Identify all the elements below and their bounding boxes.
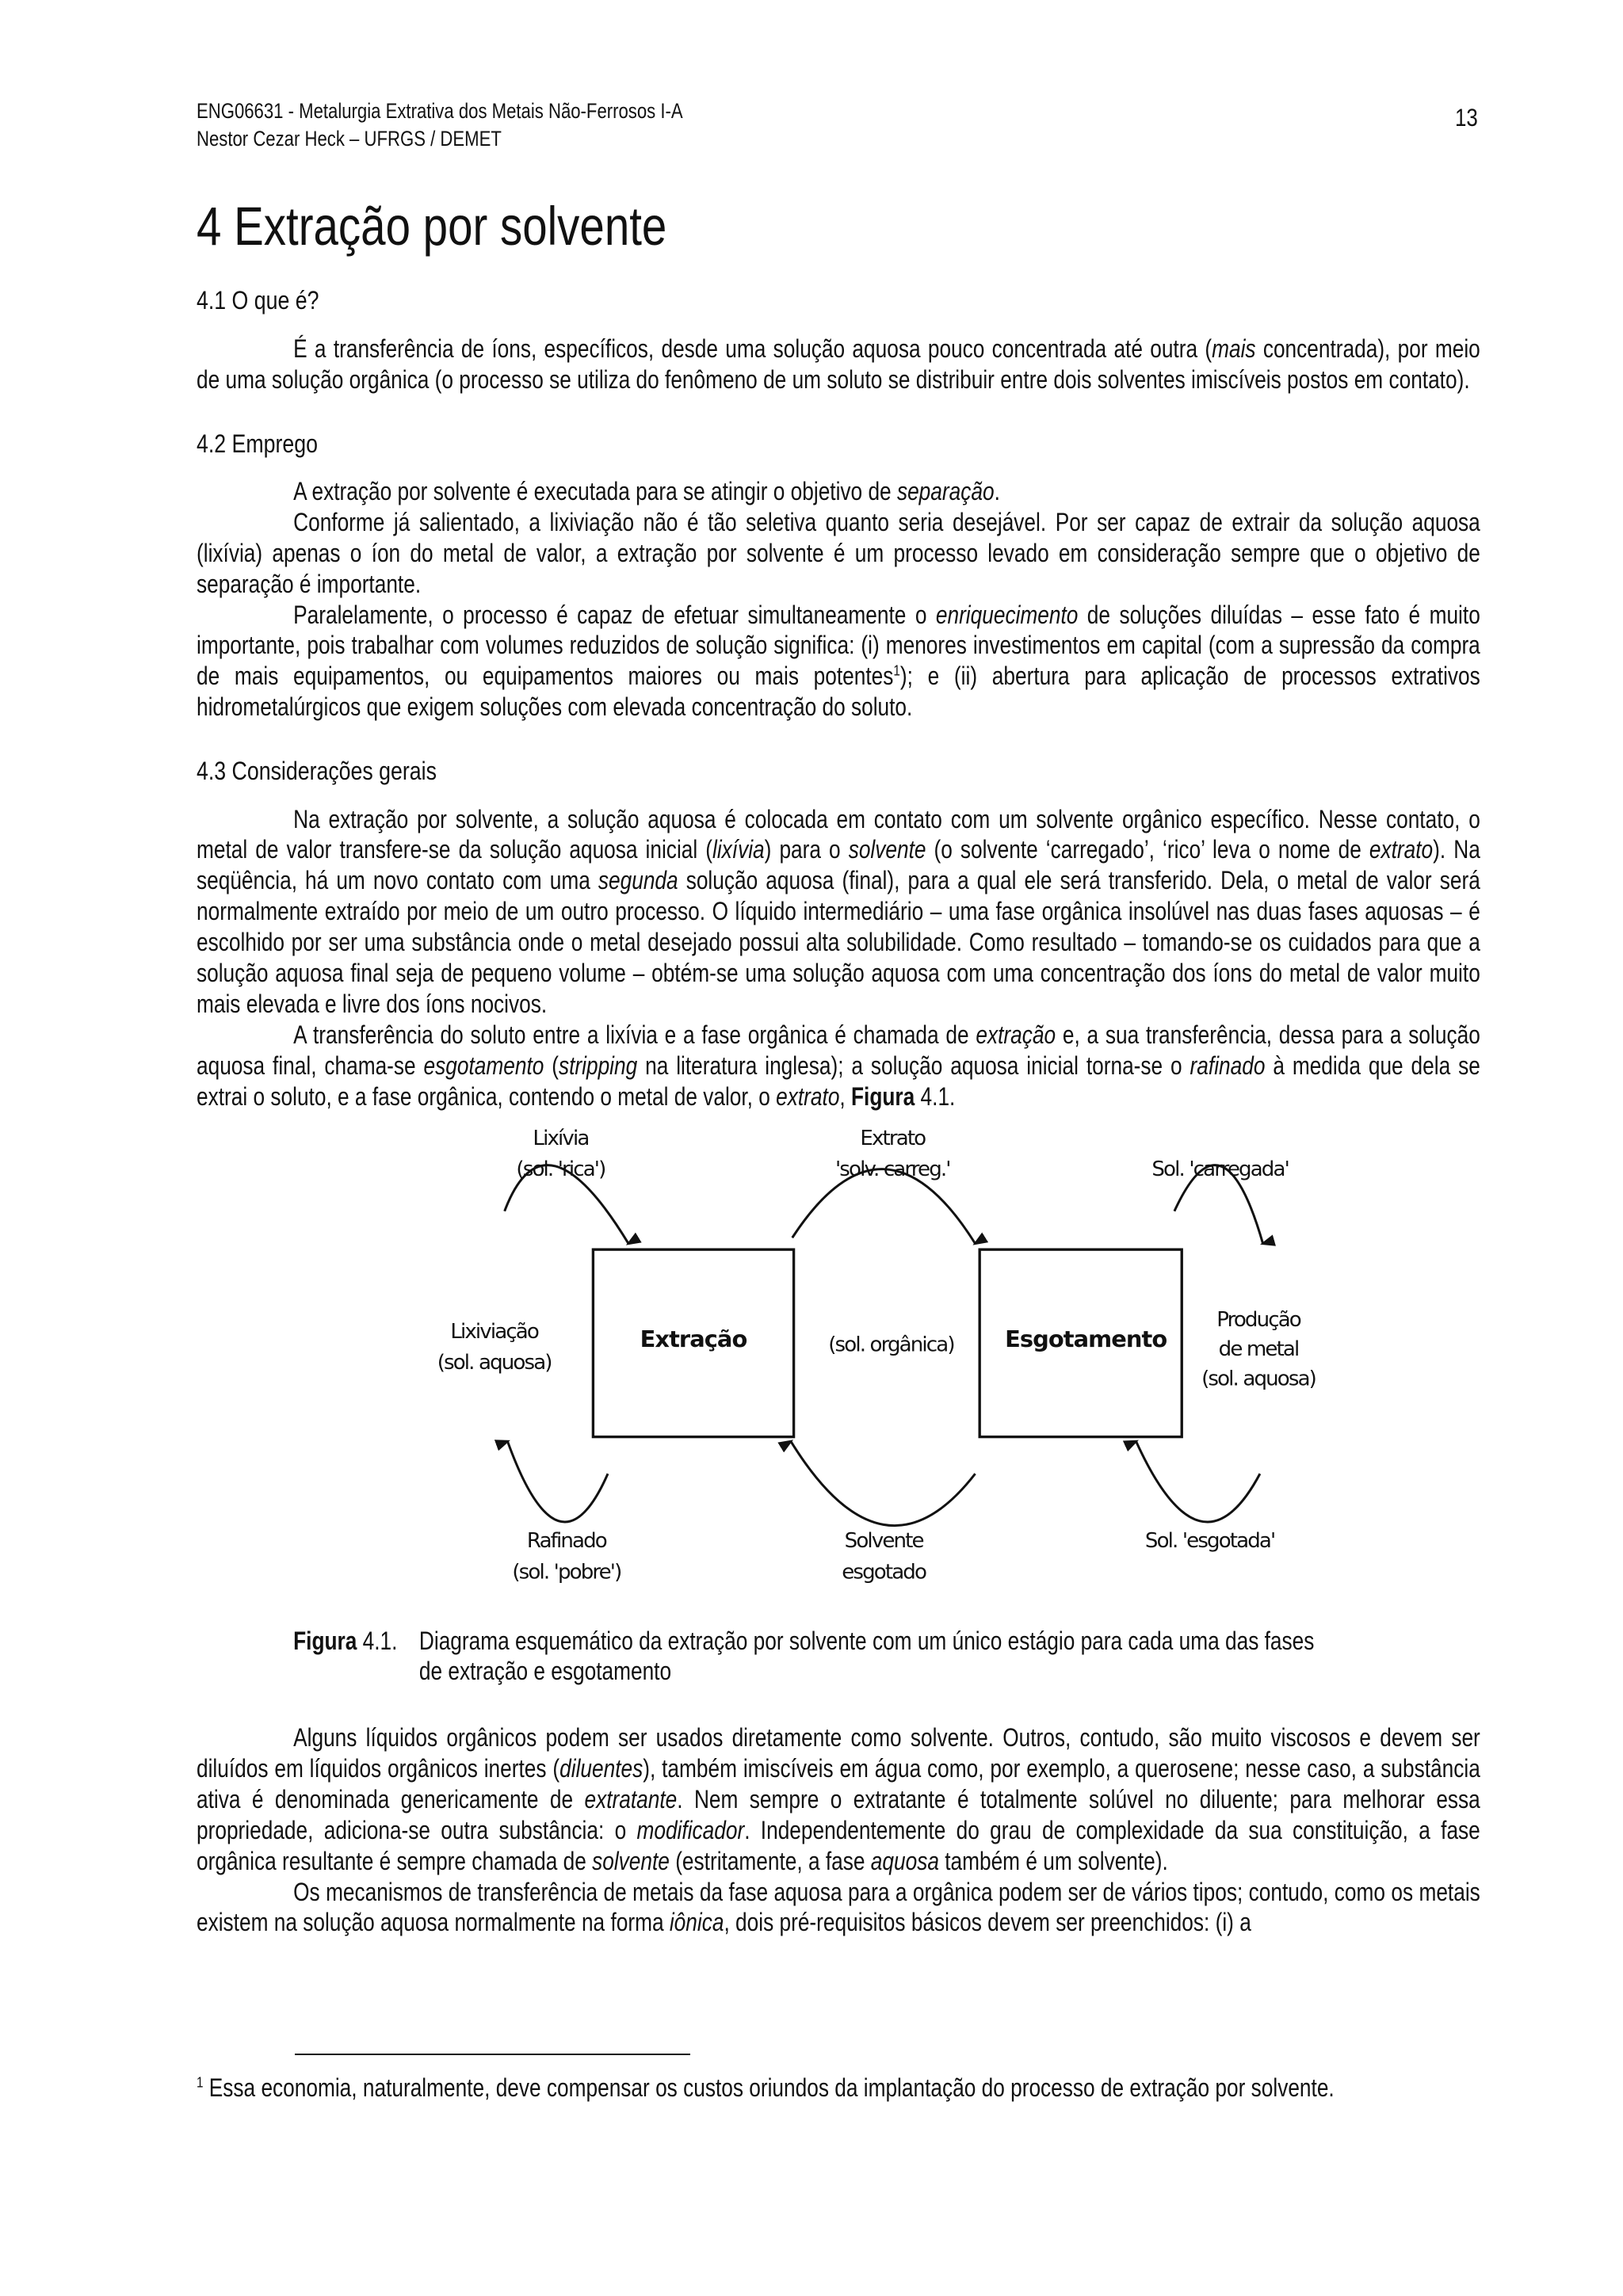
- text-run: ) para o: [764, 835, 849, 864]
- label-organica: (sol. orgânica): [828, 1333, 954, 1357]
- section-body: [197, 804, 1480, 1112]
- label-sol-carregada: Sol. 'carregada': [1151, 1157, 1289, 1181]
- emphasis-text: solvente: [848, 835, 926, 864]
- emphasis-text: esgotamento: [423, 1051, 544, 1080]
- emphasis-text: aquosa: [870, 1846, 939, 1875]
- emphasis-text: extrato: [1369, 835, 1433, 864]
- emphasis-text: lixívia: [712, 835, 765, 864]
- text-run: . Independentemente do grau de complexidade da sua constituição, a fase orgânica resultante é sempre chamada de: [196, 1815, 1480, 1875]
- text-run: A extração por solvente é executada para se atingir o objetivo de: [292, 476, 897, 505]
- arrow-solvente: [791, 1441, 976, 1525]
- emphasis-text: enriquecimento: [935, 600, 1078, 629]
- label-esgotamento: Esgotamento: [1005, 1325, 1167, 1352]
- footnote-text: Essa economia, naturalmente, deve compensar os custos oriundos da implantação do processo de extração por solvente.: [203, 2073, 1335, 2102]
- bold-text: Figura: [850, 1081, 915, 1111]
- section-heading: 4.1 O que é?: [196, 286, 319, 315]
- arrow-sol-esgotada: [1136, 1441, 1259, 1522]
- label-producao-2: de metal: [1218, 1337, 1299, 1361]
- emphasis-text: extratante: [584, 1784, 677, 1814]
- text-run: concentrada), por meio de uma solução orgânica (o processo se utiliza do fenômeno de um soluto se distribuir entre dois solventes imiscíveis postos em contato).: [196, 334, 1480, 394]
- text-run: Na extração por solvente, a solução aquosa é colocada em contato com um solvente orgânico específico. Nesse contato, o metal de valor transfere-se da solução aquosa inicial (: [196, 804, 1480, 864]
- emphasis-text: mais: [1211, 334, 1256, 363]
- paragraph: [197, 334, 1480, 395]
- emphasis-text: segunda: [598, 866, 678, 895]
- text-run: , dois pré-requisitos básicos devem ser preenchidos: (i) a: [724, 1908, 1251, 1937]
- paragraph: [197, 1020, 1480, 1112]
- text-run: .: [994, 476, 1000, 505]
- text-run: à medida que dela se extrai o soluto, e a fase orgânica, contendo o metal de valor, o: [196, 1051, 1480, 1111]
- footnote: [197, 2073, 1480, 2103]
- caption-number: 4.1.: [356, 1626, 398, 1655]
- caption-text: Diagrama esquemático da extração por solvente com um único estágio para cada uma das fases de extração e esgotamento: [418, 1626, 1315, 1686]
- label-producao-sub: (sol. aquosa): [1201, 1367, 1316, 1391]
- emphasis-text: diluentes: [559, 1753, 643, 1783]
- paragraph: [197, 507, 1480, 600]
- section-heading: 4.3 Considerações gerais: [196, 757, 437, 786]
- caption-label: Figura: [292, 1626, 357, 1655]
- chapter-title: 4 Extração por solvente: [196, 195, 666, 257]
- label-rafinado-sub: (sol. 'pobre'): [512, 1559, 621, 1584]
- label-extrato: Extrato: [860, 1126, 926, 1150]
- text-run: e, a sua transferência, dessa para a solução aquosa final, chama-se: [196, 1020, 1480, 1080]
- paragraph: [197, 1722, 1480, 1877]
- text-run: também é um solvente).: [938, 1846, 1168, 1875]
- label-sol-esgotada: Sol. 'esgotada': [1144, 1528, 1275, 1553]
- footnote-ref: 1: [892, 662, 900, 679]
- text-run: ); e (ii) abertura para aplicação de processos extrativos hidrometalúrgicos que exigem soluções com elevada concentração do soluto.: [196, 662, 1480, 722]
- process-diagram: [36, 1112, 1623, 1605]
- label-extracao: Extração: [640, 1325, 747, 1352]
- page-number: 13: [1454, 103, 1478, 132]
- text-run: de soluções diluídas – esse fato é muito importante, pois trabalhar com volumes reduzidos de solução significa: (i) menores investimentos em capital (com a supressão da compra de mais equipamentos, ou equipamentos maiores ou mais potentes: [196, 600, 1480, 691]
- text-run: ,: [839, 1081, 851, 1111]
- body-text: [197, 284, 1480, 1938]
- label-extrato-sub: 'solv. carreg.': [834, 1157, 950, 1181]
- course-title: ENG06631 - Metalurgia Extrativa dos Metais Não-Ferrosos I-A: [196, 98, 683, 123]
- emphasis-text: modificador: [636, 1815, 744, 1844]
- text-run: Os mecanismos de transferência de metais da fase aquosa para a orgânica podem ser de vários tipos; contudo, como os metais existem na solução aquosa normalmente na forma: [196, 1877, 1480, 1937]
- footnote-mark: 1: [196, 2073, 204, 2091]
- emphasis-text: solvente: [591, 1846, 670, 1875]
- paragraph: [197, 1877, 1480, 1939]
- figure-diagram: [36, 1112, 1623, 1605]
- emphasis-text: rafinado: [1190, 1051, 1266, 1080]
- arrow-rafinado: [507, 1441, 608, 1522]
- paragraph: [197, 476, 1480, 507]
- text-run: (: [543, 1051, 559, 1080]
- label-lixivia: Lixívia: [533, 1126, 589, 1150]
- text-run: (estritamente, a fase: [669, 1846, 871, 1875]
- label-lixiviacao-sub: (sol. aquosa): [437, 1350, 552, 1375]
- author-line: Nestor Cezar Heck – UFRGS / DEMET: [196, 127, 502, 151]
- label-rafinado: Rafinado: [526, 1528, 606, 1553]
- section-heading: 4.2 Emprego: [196, 429, 318, 458]
- paragraph: [197, 804, 1480, 1020]
- section-body: [197, 334, 1480, 395]
- emphasis-text: separação: [896, 476, 995, 505]
- text-run: . Nem sempre o extratante é totalmente solúvel no diluente; para melhorar essa propriedade, adiciona-se outra substância: o: [196, 1784, 1480, 1844]
- section-body: [197, 476, 1480, 723]
- label-producao: Produção: [1216, 1307, 1300, 1332]
- footnote-divider: [295, 2054, 690, 2055]
- text-run: A transferência do soluto entre a lixívia e a fase orgânica é chamada de: [292, 1020, 976, 1049]
- emphasis-text: stripping: [558, 1051, 637, 1080]
- text-run: solução aquosa (final), para a qual ele será transferido. Dela, o metal de valor será normalmente extraído por meio de um outro processo. O líquido intermediário – uma fase orgânica insolúvel nas duas fases aquosas – é escolhido por ser uma substância onde o metal desejado possui alta solubilidade. Como resultado – tomando-se os cuidados para que a solução aquosa final seja de pequeno volume – obtém-se uma solução aquosa com uma concentração dos íons do metal de valor muito mais elevada e livre dos íons nocivos.: [196, 866, 1480, 1018]
- text-run: ). Na seqüência, há um novo contato com uma: [196, 835, 1480, 895]
- emphasis-text: extrato: [775, 1081, 840, 1111]
- section-body: [197, 1722, 1480, 1938]
- emphasis-text: iônica: [669, 1908, 724, 1937]
- label-lixiviacao: Lixiviação: [450, 1319, 538, 1344]
- text-run: (o solvente ‘carregado’, ‘rico’ leva o nome de: [926, 835, 1369, 864]
- running-header: [197, 97, 1480, 154]
- text-run: Paralelamente, o processo é capaz de efetuar simultaneamente o: [292, 600, 936, 629]
- label-solvente: Solvente: [844, 1528, 923, 1553]
- text-run: na literatura inglesa); a solução aquosa inicial torna-se o: [636, 1051, 1190, 1080]
- text-run: ), também imiscíveis em água como, por exemplo, a querosene; nesse caso, a substância ativa é denominada genericamente de: [196, 1753, 1480, 1814]
- paragraph: [197, 600, 1480, 723]
- emphasis-text: extração: [975, 1020, 1056, 1049]
- text-run: É a transferência de íons, específicos, desde uma solução aquosa pouco concentrada até outra (: [292, 334, 1212, 363]
- text-run: Alguns líquidos orgânicos podem ser usados diretamente como solvente. Outros, contudo, são muito viscosos e devem ser diluídos em líquidos orgânicos inertes (: [196, 1722, 1480, 1783]
- text-run: Conforme já salientado, a lixiviação não é tão seletiva quanto seria desejável. Por ser capaz de extrair da solução aquosa (lixívia) apenas o íon do metal de valor, a extração por solvente é um processo levado em consideração sempre que o objetivo de separação é importante.: [196, 507, 1480, 598]
- text-run: 4.1.: [914, 1081, 955, 1111]
- figure-caption: [293, 1626, 1480, 1688]
- label-solvente-2: esgotado: [842, 1559, 926, 1584]
- label-lixivia-sub: (sol. 'rica'): [516, 1157, 605, 1181]
